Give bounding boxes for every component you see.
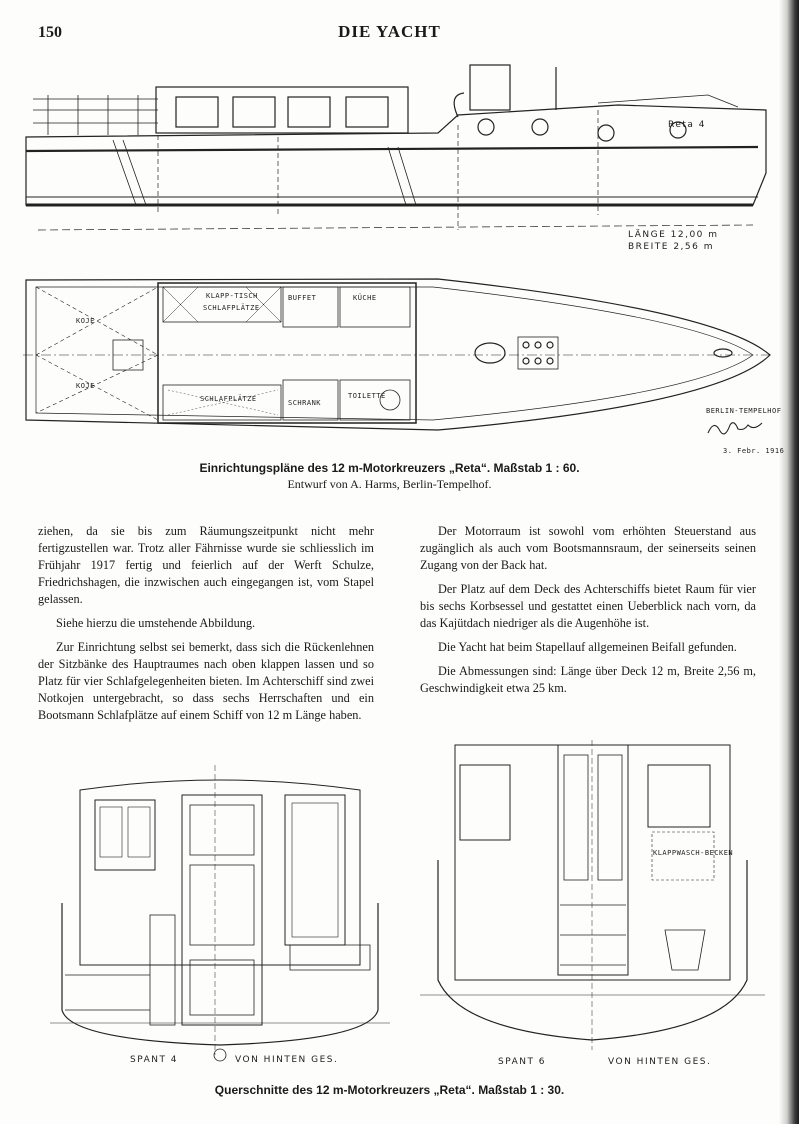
label-koje-upper: KOJE <box>76 317 95 325</box>
paragraph: Zur Einrichtung selbst sei bemerkt, dass sich die Rückenlehnen der Sitzbänke des Hauptraumes nach oben klappen lassen und so Platz für vier Schlafgelegenheiten bieten. Im Achterschiff sind zwei Notkojen untergebracht, so dass sechs Herrschaften und ein Bootsmann Schlafplätze auf einem Schiff von 12 m Länge haben. <box>38 640 374 722</box>
side-elevation <box>26 65 766 252</box>
dimension-beam: BREITE 2,56 m <box>628 242 714 252</box>
paragraph: ziehen, da sie bis zum Räumungszeitpunkt nicht mehr fertigzustellen war. Trotz aller Fährnisse wurde sie schliesslich im Frühjahr 1917 fertig und feierlich auf der Werft Schulze, Friedrichshagen, die inzwischen auch eingegangen ist, vom Stapel gelassen. <box>38 524 374 606</box>
signature-block <box>706 407 784 455</box>
page-number: 150 <box>38 24 62 41</box>
boat-plan-drawing <box>18 55 785 455</box>
text-column-left <box>38 523 374 731</box>
hull-name-label: Reta 4 <box>668 120 707 130</box>
section-label-spant6-view: VON HINTEN GES. <box>608 1057 712 1067</box>
dimension-length: LÄNGE 12,00 m <box>628 230 719 240</box>
text-column-right <box>420 523 756 704</box>
caption-top <box>0 461 779 492</box>
label-klappwaschbecken: KLAPPWASCH-BECKEN <box>653 849 734 857</box>
section-label-spant4-view: VON HINTEN GES. <box>235 1055 339 1065</box>
caption-top-title: Einrichtungspläne des 12 m-Motorkreuzers „Reta“. Maßstab 1 : 60. <box>199 461 580 475</box>
label-kuche: KÜCHE <box>353 294 377 302</box>
signature-date: 3. Febr. 1916 <box>723 447 785 455</box>
label-klapptisch: KLAPP-TISCH <box>206 292 258 300</box>
deck-plan <box>23 279 770 430</box>
caption-bottom-title: Querschnitte des 12 m-Motorkreuzers „Reta“. Maßstab 1 : 30. <box>214 1083 565 1097</box>
caption-top-credit: Entwurf von A. Harms, Berlin-Tempelhof. <box>287 477 492 491</box>
signature-place: BERLIN-TEMPELHOF <box>706 407 782 415</box>
label-buffet: BUFFET <box>288 294 317 302</box>
label-koje-lower: KOJE <box>76 382 95 390</box>
caption-bottom <box>0 1083 779 1097</box>
paragraph: Siehe hierzu die umstehende Abbildung. <box>56 616 256 630</box>
section-label-spant4: SPANT 4 <box>130 1055 179 1065</box>
paragraph: Die Abmessungen sind: Länge über Deck 12 m, Breite 2,56 m, Geschwindigkeit etwa 25 km. <box>420 664 756 695</box>
cross-section-spant-6 <box>420 740 765 1070</box>
cross-section-spant-4 <box>50 765 390 1075</box>
label-schlafplatz-lower: SCHLAFPLÄTZE <box>200 395 257 403</box>
running-title: DIE YACHT <box>338 22 441 41</box>
section-label-spant6: SPANT 6 <box>498 1057 547 1067</box>
page-edge-shadow <box>779 0 799 1124</box>
paragraph: Der Platz auf dem Deck des Achterschiffs bietet Raum für vier bis sechs Korbsessel und gestattet einen Ueberblick nach vorn, da das Kajütdach niedriger als die Augenhöhe ist. <box>420 582 756 630</box>
label-schrank: SCHRANK <box>288 399 322 407</box>
signature-scribble <box>708 423 762 434</box>
label-schlafplatz: SCHLAFPLÄTZE <box>203 304 260 312</box>
paragraph: Der Motorraum ist sowohl vom erhöhten Steuerstand aus zugänglich als auch vom Bootsmannsraum, der seinerseits seinen Zugang von der Back hat. <box>420 524 756 572</box>
label-toilette: TOILETTE <box>348 392 386 400</box>
paragraph: Die Yacht hat beim Stapellauf allgemeinen Beifall gefunden. <box>438 640 737 654</box>
